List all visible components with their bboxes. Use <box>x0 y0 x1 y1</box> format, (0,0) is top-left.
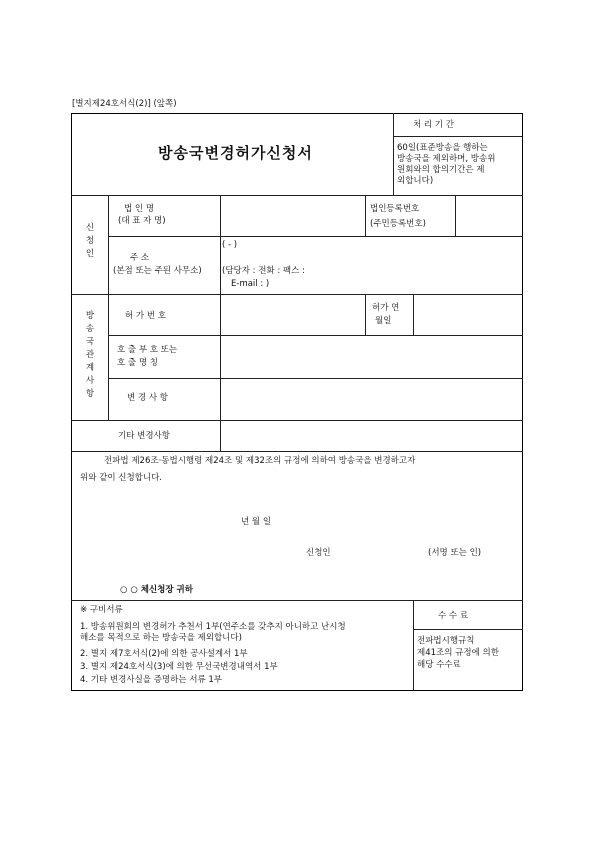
date-line: 년 월 일 <box>241 517 272 527</box>
outer-right-border <box>522 113 523 691</box>
callsign-label-1: 호 출 부 호 또는 <box>117 345 178 355</box>
doc-item-1-cont: 해소를 목적으로 하는 방송국을 제외합니다) <box>80 633 242 643</box>
title-divider <box>393 113 394 195</box>
doc-item-2: 2. 별지 제7호서식(2)에 의한 공사설계서 1부 <box>80 649 248 659</box>
docs-title: ※ 구비서류 <box>80 605 123 615</box>
outer-left-border <box>71 113 72 691</box>
signature-note: (서명 또는 인) <box>428 548 482 558</box>
row-line-378 <box>108 378 523 379</box>
addressee: ○ ○ 체신청장 귀하 <box>120 585 193 595</box>
rep-name-label: (대 표 자 명) <box>118 216 166 226</box>
statement-line-2: 위와 같이 신청합니다. <box>80 473 163 483</box>
changes-label: 변 경 사 항 <box>127 393 168 403</box>
row-line-420 <box>71 420 523 421</box>
row-line-335 <box>108 335 523 336</box>
doc-item-3: 3. 별지 제24호서식(3)에 의한 무선국변경내역서 1부 <box>80 662 278 672</box>
outer-top-border <box>71 113 523 114</box>
email-line: E-mail : ) <box>231 279 270 289</box>
row-line-451 <box>71 451 523 452</box>
row-line-294 <box>71 294 523 295</box>
processing-period-line-3: 원회와의 합의기간은 제 <box>397 165 485 175</box>
station-section-label: 방송국관계사항 <box>85 311 95 399</box>
other-changes-label: 기타 변경사항 <box>118 431 170 441</box>
fee-label: 수 수 료 <box>438 611 469 621</box>
fee-divider <box>413 600 414 690</box>
col-line-365b <box>365 294 366 335</box>
applicant-section-label: 신청인 <box>85 223 95 259</box>
permit-date-label-2: 월일 <box>375 316 392 326</box>
processing-period-line-2: 방송국을 제외하며, 방송위 <box>397 154 496 164</box>
fee-text-1: 전파법시행규칙 <box>417 636 475 646</box>
fee-text-3: 해당 수수료 <box>417 660 461 670</box>
col-line-413 <box>413 294 414 335</box>
processing-period-label: 처 리 기 간 <box>413 120 454 130</box>
col-line-365 <box>365 195 366 236</box>
permit-date-label-1: 허가 연 <box>372 303 400 313</box>
statement-line-1: 전파법 제26조·동법시행령 제24조 및 제32조의 규정에 의하여 방송국을 변경하고자 <box>104 456 416 466</box>
col-line-108 <box>108 195 109 420</box>
postal-code-field: ( - ) <box>222 240 238 250</box>
row-line-600 <box>71 600 523 601</box>
corp-name-label: 법 인 명 <box>124 204 155 214</box>
row-line-236 <box>108 236 523 237</box>
processing-period-line-4: 외합니다) <box>397 176 434 186</box>
col-line-455 <box>455 195 456 236</box>
form-title: 방송국변경허가신청서 <box>158 144 313 162</box>
processing-period-line-1: 60일(표준방송을 행하는 <box>397 143 488 153</box>
applicant-signature-label: 신청인 <box>306 548 331 558</box>
doc-item-4: 4. 기타 변경사실을 증명하는 서류 1부 <box>80 675 222 685</box>
address-sub-label: (본점 또는 주된 사무소) <box>113 266 202 276</box>
fee-header-line <box>413 629 523 630</box>
processing-header-line <box>393 136 522 137</box>
outer-bottom-border <box>71 690 523 691</box>
address-label: 주 소 <box>130 253 150 263</box>
permit-number-label: 허 가 번 호 <box>125 311 166 321</box>
contact-line: (담당자 : 전화 : 팩스 : <box>222 266 305 276</box>
doc-item-1: 1. 방송위원회의 변경허가 추천서 1부(연주소를 갖추지 아니하고 난시청 <box>80 622 346 632</box>
fee-text-2: 제41조의 규정에 의한 <box>417 648 499 658</box>
corp-reg-label: 법인등록번호 <box>370 204 420 214</box>
col-line-220 <box>220 195 221 451</box>
callsign-label-2: 호 출 명 칭 <box>117 358 158 368</box>
resident-reg-label: (주민등록번호) <box>370 219 426 229</box>
form-header-note: [별지제24호서식(2)] (앞쪽) <box>72 99 177 109</box>
